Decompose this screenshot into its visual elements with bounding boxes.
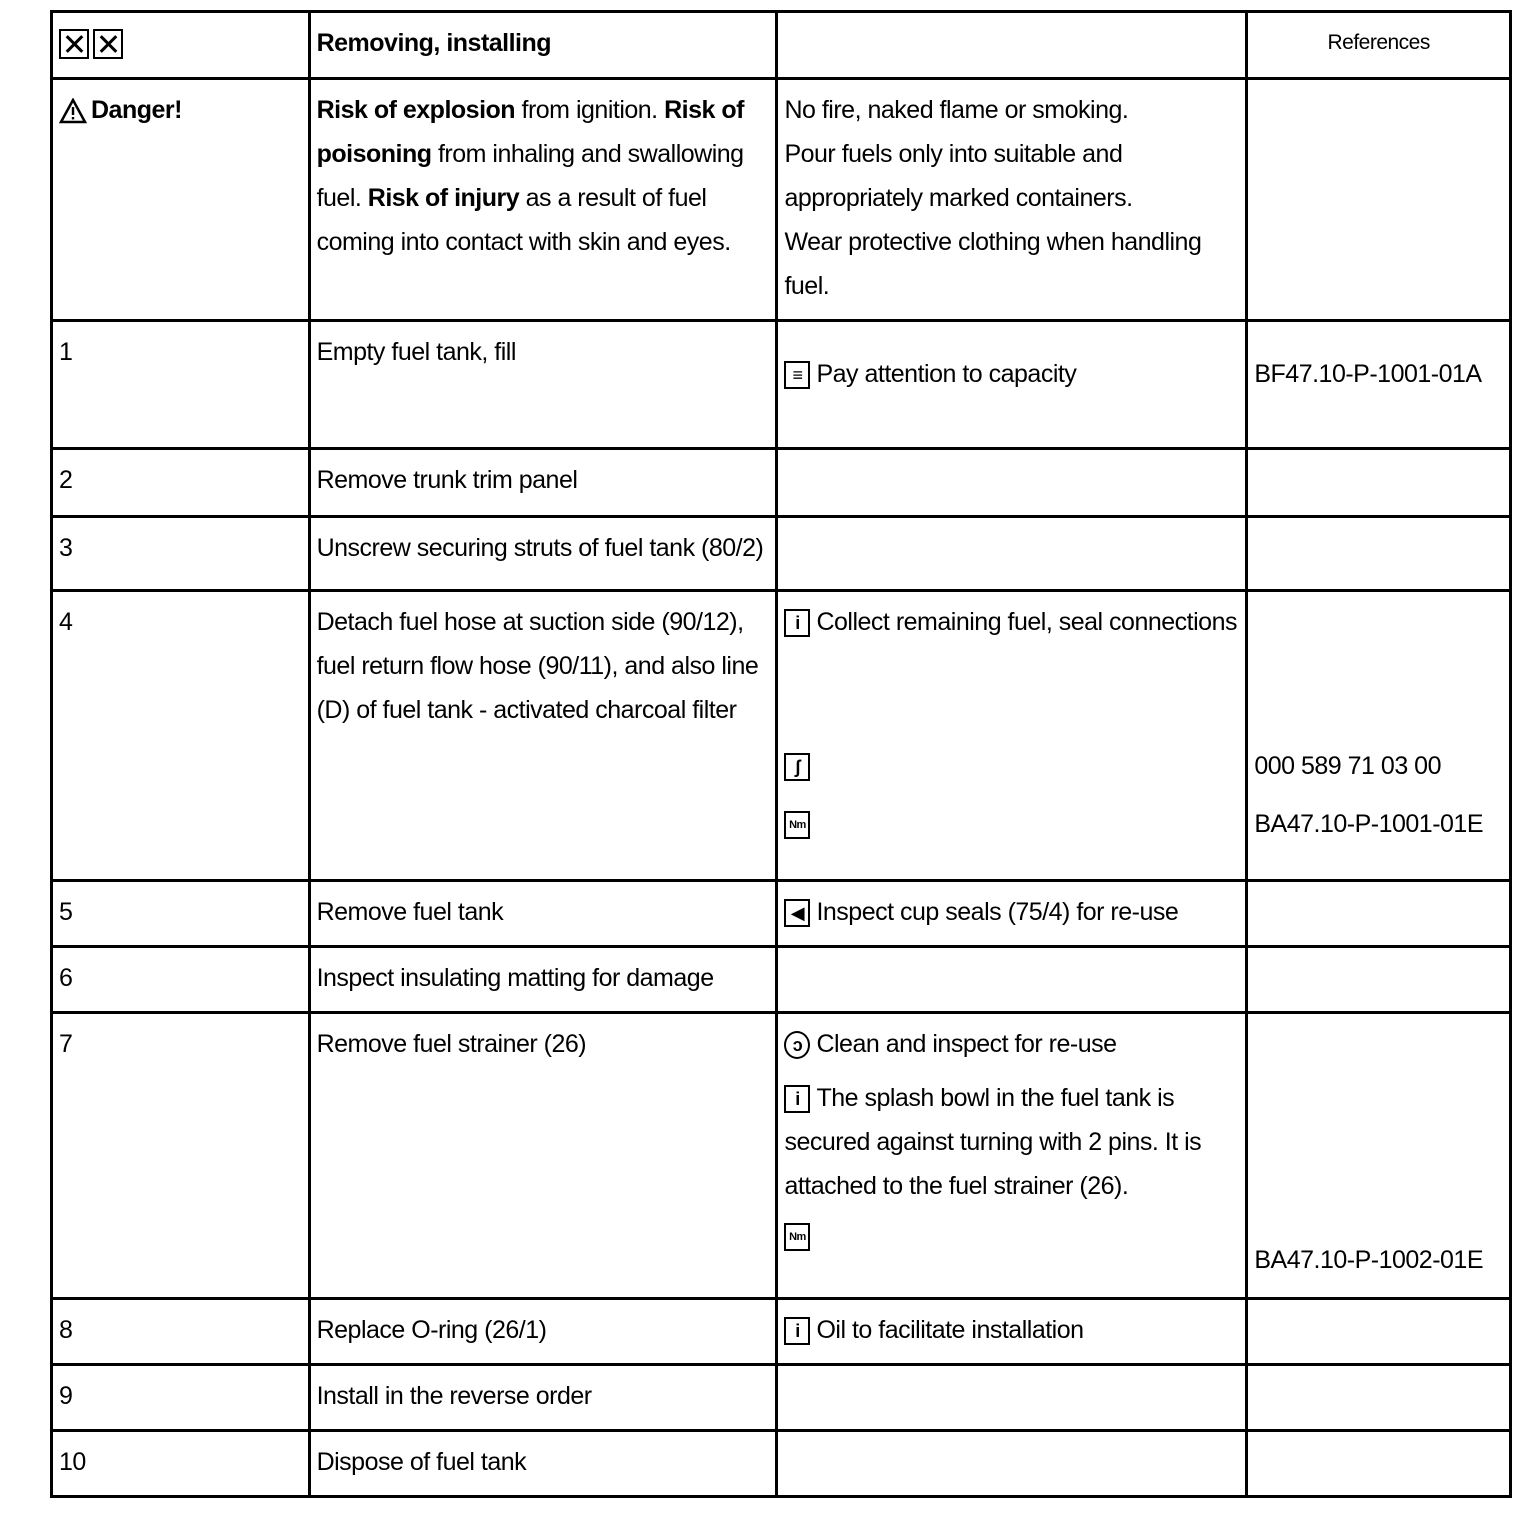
danger-label-cell: [52, 79, 310, 321]
step-action: Inspect insulating matting for damage: [309, 947, 777, 1013]
table-row: [52, 1431, 1511, 1497]
step-ref-cell: [1247, 321, 1511, 449]
step-ref: BF47.10-P-1001-01A: [1254, 360, 1482, 388]
step-number: 3: [52, 517, 310, 591]
danger-measures-cell: No fire, naked flame or smoking. Pour fuels only into suitable and appropriately marked containers. Wear protective clothing when handling fuel.: [777, 79, 1247, 321]
table-row: [52, 449, 1511, 517]
step-action: Remove fuel strainer (26): [309, 1013, 777, 1299]
procedure-table: [50, 10, 1512, 1498]
info-icon: i: [784, 1085, 810, 1113]
step-action: Remove trunk trim panel: [309, 449, 777, 517]
step-note-cell: [777, 591, 1247, 881]
step-action: Detach fuel hose at suction side (90/12), fuel return flow hose (90/11), and also line (D) of fuel tank - activated charcoal filter: [309, 591, 777, 881]
danger-risk-cell: Risk of explosion from ignition. Risk of poisoning from inhaling and swallowing fuel. Risk of injury as a result of fuel coming into contact with skin and eyes.: [309, 79, 777, 321]
info-icon: i: [784, 1317, 810, 1345]
step-number: 4: [52, 591, 310, 881]
table-row: [52, 1013, 1511, 1299]
wrench-cross-icon: [59, 29, 89, 59]
header-icons-cell: [52, 12, 310, 79]
step-number: 9: [52, 1365, 310, 1431]
table-row: [52, 517, 1511, 591]
step-note: Collect remaining fuel, seal connections: [816, 608, 1237, 636]
step-action: Remove fuel tank: [309, 881, 777, 947]
step-action: Dispose of fuel tank: [309, 1431, 777, 1497]
step-ref-nm: BA47.10-P-1001-01E: [1254, 810, 1484, 838]
step-note-cell: [777, 1013, 1247, 1299]
capacity-icon: ≡: [784, 361, 810, 389]
step-number: 8: [52, 1299, 310, 1365]
inspect-icon: ◀: [784, 899, 810, 927]
step-ref-cell: [1247, 1013, 1511, 1299]
step-action: Unscrew securing struts of fuel tank (80/2): [309, 517, 777, 591]
torque-nm-icon: Nm: [784, 1223, 810, 1251]
step-note: Inspect cup seals (75/4) for re-use: [816, 898, 1179, 926]
step-number: 10: [52, 1431, 310, 1497]
header-title: Removing, installing: [309, 12, 777, 79]
table-row: [52, 1365, 1511, 1431]
step-note: Oil to facilitate installation: [816, 1316, 1084, 1344]
info-icon: i: [784, 609, 810, 637]
step-action: Replace O-ring (26/1): [309, 1299, 777, 1365]
step-action: Empty fuel tank, fill: [309, 321, 777, 449]
step-number: 6: [52, 947, 310, 1013]
step-number: 7: [52, 1013, 310, 1299]
step-note-cell: [777, 321, 1247, 449]
step-note-cell: [777, 1299, 1247, 1365]
step-note: The splash bowl in the fuel tank is secured against turning with 2 pins. It is attached to the fuel strainer (26).: [784, 1084, 1202, 1200]
table-row: [52, 1299, 1511, 1365]
step-action: Install in the reverse order: [309, 1365, 777, 1431]
step-ref-cell: [1247, 591, 1511, 881]
table-row: [52, 591, 1511, 881]
table-row: [52, 881, 1511, 947]
step-ref-tool: 000 589 71 03 00: [1254, 752, 1441, 780]
header-row: [52, 12, 1511, 79]
table-row: [52, 321, 1511, 449]
danger-ref-cell: [1247, 79, 1511, 321]
danger-row: [52, 79, 1511, 321]
clean-icon: ↄ: [784, 1031, 810, 1059]
special-tool-icon: ʃ: [784, 753, 810, 781]
step-ref: BA47.10-P-1002-01E: [1254, 1246, 1484, 1274]
step-number: 2: [52, 449, 310, 517]
header-empty-cell: [777, 12, 1247, 79]
warning-triangle-icon: [59, 98, 87, 124]
torque-nm-icon: Nm: [784, 811, 810, 839]
step-number: 1: [52, 321, 310, 449]
header-references: References: [1247, 12, 1511, 79]
table-row: [52, 947, 1511, 1013]
step-note-cell: [777, 881, 1247, 947]
step-note: Clean and inspect for re-use: [816, 1030, 1117, 1058]
step-note: Pay attention to capacity: [816, 360, 1077, 388]
step-number: 5: [52, 881, 310, 947]
danger-label: Danger!: [91, 96, 182, 124]
wrench-cross-icon: [93, 29, 123, 59]
